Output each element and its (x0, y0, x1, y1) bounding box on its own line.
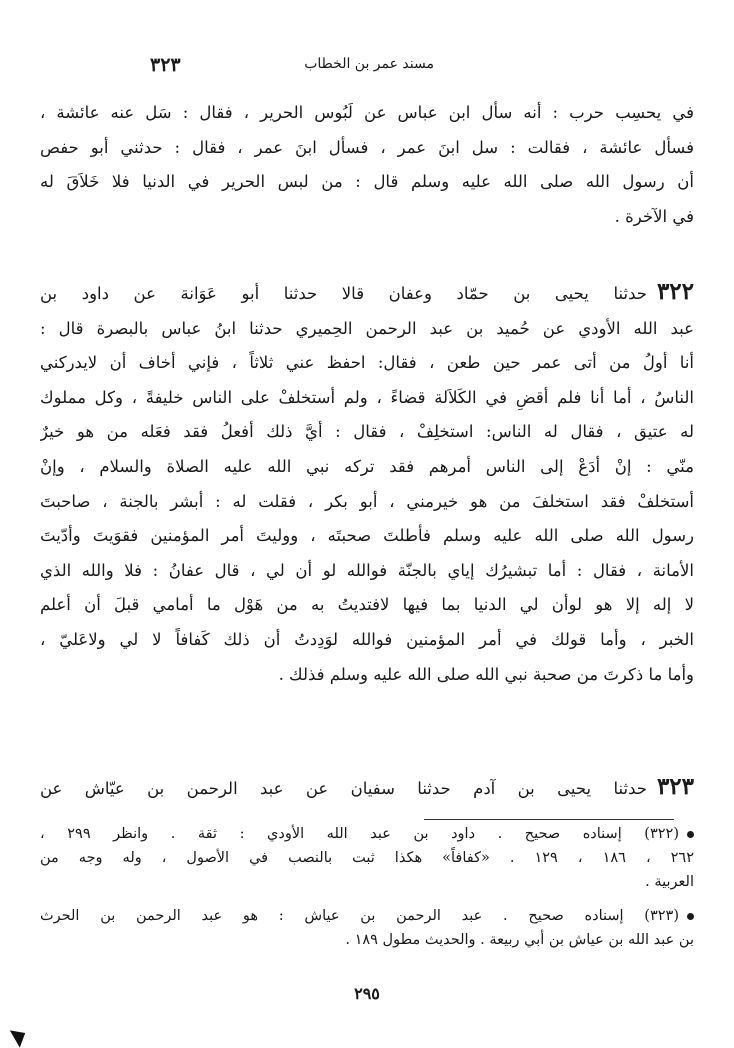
text-line: أنا أولُ من أتى عمر حين طعن ، فقال: احفظ عني ثلاثاً ، فإني أخاف أن لايدركني (40, 353, 694, 373)
running-head-page-number: ٣٢٣ (150, 54, 181, 76)
bullet-icon (687, 831, 694, 838)
text-line: رسول الله صلى الله عليه وسلم فأطلتَ صحبتَه ، ووليتَ أمر المؤمنين فقوَيتَ وأدّيتَ (40, 526, 694, 546)
text-line: عبد الله الأودي عن حُميد بن عبد الرحمن الحِميري حدثنا ابنُ عباس بالبصرة قال : (40, 318, 694, 338)
footnote-line: العربية . (645, 874, 694, 890)
footnote-text: (٣٢٢) إسناده صحيح . داود بن عبد الله الأودي : ثقة . وانظر ٢٩٩ ، (40, 826, 679, 842)
page-number: ٢٩٥ (354, 984, 380, 1003)
footnote-line (40, 822, 694, 846)
hadith-text: حدثنا يحيى بن آدم حدثنا سفيان عن عبد الرحمن بن عيّاش عن (40, 779, 647, 798)
footnote-text: (٣٢٣) إسناده صحيح . عبد الرحمن بن عياش : هو عبد الرحمن بن الحرث (40, 908, 679, 924)
corner-arrow-icon (10, 1024, 30, 1047)
hadith-text: حدثنا يحيى بن حمّاد وعفان قالا حدثنا أبو عَوَانة عن داود بن (40, 284, 647, 303)
hadith-322 (40, 275, 694, 692)
text-line: أن رسول الله صلى الله عليه وسلم قال : من لبس الحرير في الدنيا فلا خَلاَقَ له (40, 172, 694, 192)
text-line: منّي : إنْ أدَعْ إلى الناس أمرهم فقد تركه نبي الله عليه الصلاة والسلام ، وإنْ (40, 456, 694, 476)
text-line: الخبر ، وأما قولك في أمر المؤمنين فوالله لوَدِدتُ أن ذلك كَفافاً لا لي ولاعَليّ ، (40, 629, 694, 649)
bullet-icon (687, 913, 694, 920)
running-head (150, 54, 674, 78)
text-line: أستخلفْ فقد استخلفَ من هو خيرمني ، أبو بكر ، فقلت له : أبشر بالجنة ، صاحبتَ (40, 491, 694, 511)
footnote-line: ٢٦٢ ، ١٨٦ ، ١٢٩ . «كفافاً» هكذا ثبت بالنصب في الأصول ، وله وجه من (40, 850, 694, 866)
text-line: له عتيق ، فقال له الناس: استخلِفْ ، فقال : أيَّ ذلك أفعلُ فقد فعَله من هو خيرٌ (40, 422, 694, 442)
footnote-line: بن عبد الله بن عياش بن أبي ربيعة . والحديث مطول ١٨٩ . (345, 932, 694, 948)
text-line (40, 275, 694, 312)
hadith-323 (40, 770, 694, 807)
text-line: فسأل عائشة ، فقالت : سل ابنَ عمر ، فسأل ابنَ عمر ، فقال : حدثني أبو حفص (40, 137, 694, 157)
hadith-number: ٣٢٢ (656, 278, 694, 305)
text-line: في الآخرة . (614, 206, 694, 226)
hadith-number: ٣٢٣ (656, 773, 694, 800)
running-head-title: مسند عمر بن الخطاب (304, 56, 434, 72)
text-line: لا إله إلا هو لوأن لي الدنيا بما فيها لافتديتُ به من هَوْل ما أمامي قبلَ أن أعلم (40, 595, 694, 615)
footnote-line (40, 904, 694, 928)
text-line: الأمانة ، فقال : أما تبشيرُك إياي بالجنّة فوالله لو أن لي ، قال عفانُ : فلا والله الذي (40, 560, 694, 580)
text-line: وأما ما ذكرتَ من صحبة نبي الله صلى الله عليه وسلم فذلك . (278, 664, 694, 684)
text-line: في يحسِب حرب : أنه سأل ابن عباس عن لَبُوس الحرير ، فقال : سَل عنه عائشة ، (40, 103, 694, 122)
footnotes (40, 822, 694, 952)
footnote-divider (424, 819, 674, 820)
continuation-paragraph (40, 96, 694, 234)
text-line: الناسُ ، أما أنا فلم أقضِ في الكَلاَلة قضاءً ، ولم أستخلفْ على الناس خليفةً ، وكل مملوك (40, 387, 694, 407)
text-line (40, 770, 694, 807)
